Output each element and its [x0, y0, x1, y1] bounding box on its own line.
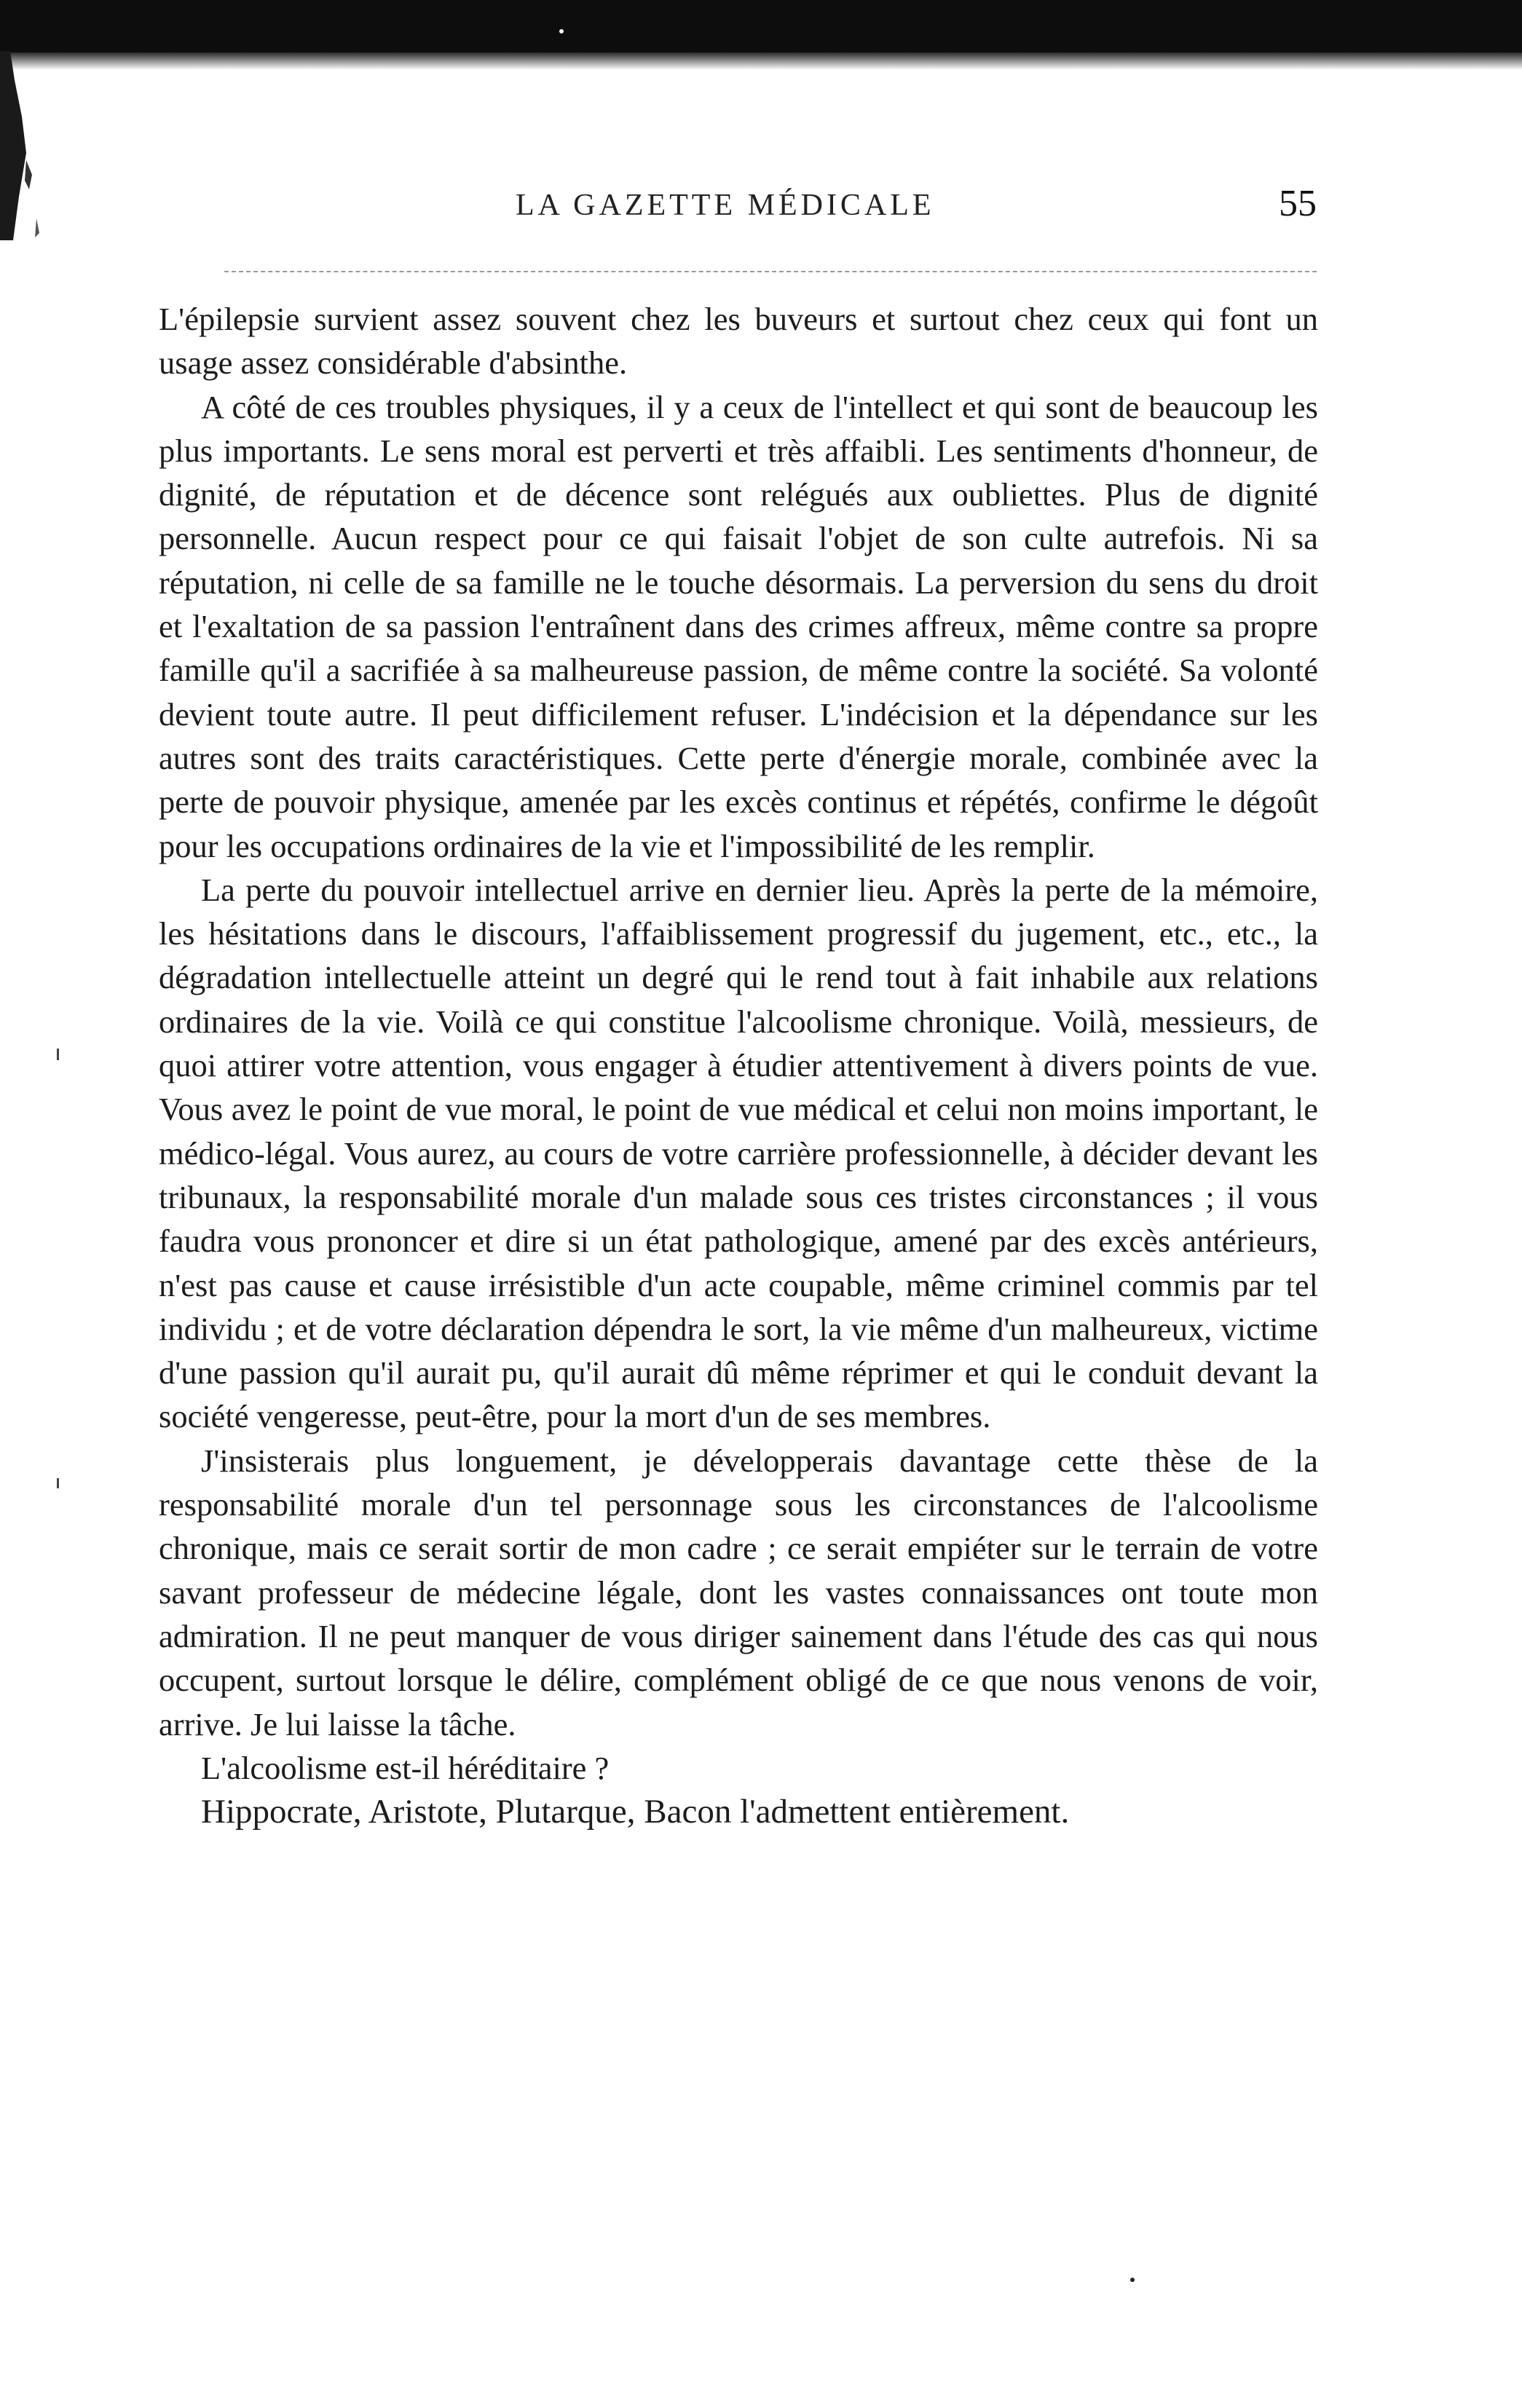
- paragraph: Hippocrate, Aristote, Plutarque, Bacon l'admettent entièrement.: [201, 1793, 1070, 1831]
- paragraph: La perte du pouvoir intellectuel arrive en dernier lieu. Après la perte de la mémoire, les hésitations dans le discours, l'affaiblissement progressif du jugement, etc., etc., la dégradation intellectuelle atteint un degré qui le rend tout à fait inhabile aux relations ordinaires de la vie. Voilà ce qui constitue l'alcoolisme chronique. Voilà, messieurs, de quoi attirer votre attention, vous engager à étudier attentivement à divers points de vue. Vous avez le point de vue moral, le point de vue médical et celui non moins important, le médico-légal. Vous aurez, au cours de votre carrière professionnelle, à décider devant les tribunaux, la responsabilité morale d'un malade sous ces tristes circonstances ; il vous faudra vous prononcer et dire si un état pathologique, amené par des excès antérieurs, n'est pas cause et cause irrésistible d'un acte coupable, même criminel commis par tel individu ; et de votre déclaration dépendra le sort, la vie même d'un malheureux, victime d'une passion qu'il aurait pu, qu'il aurait dû même réprimer et qui le conduit devant la société vengeresse, peut-être, pour la mort d'un de ses membres.: [159, 871, 1318, 1435]
- scan-border-top: [0, 0, 1522, 52]
- page-number: 55: [1279, 183, 1317, 224]
- scan-speck: [559, 29, 564, 33]
- margin-mark: [57, 1478, 59, 1488]
- paragraph: J'insisterais plus longuement, je développerais davantage cette thèse de la responsabilité morale d'un tel personnage sous les circonstances de l'alcoolisme chronique, mais ce serait sortir de mon cadre ; ce serait empiéter sur le terrain de votre savant professeur de médecine légale, dont les vastes connaissances ont toute mon admiration. Il ne peut manquer de vous diriger sainement dans l'étude des cas qui nous occupent, surtout lorsque le délire, complément obligé de ce que nous venons de voir, arrive. Je lui laisse la tâche.: [159, 1442, 1318, 1742]
- header-rule: [224, 271, 1317, 272]
- scan-speck: [1130, 2278, 1135, 2282]
- body-text: [159, 297, 1318, 1833]
- scan-border-shadow: [0, 52, 1522, 70]
- margin-mark: [57, 1049, 59, 1060]
- scan-edge-left: [0, 51, 51, 240]
- paragraph: L'alcoolisme est-il héréditaire ?: [201, 1749, 610, 1786]
- running-title: LA GAZETTE MÉDICALE: [516, 189, 935, 222]
- page-header: [166, 178, 1317, 236]
- paragraph: L'épilepsie survient assez souvent chez les buveurs et surtout chez ceux qui font un usage assez considérable d'absinthe.: [159, 301, 1318, 382]
- paragraph: A côté de ces troubles physiques, il y a ceux de l'intellect et qui sont de beaucoup les plus importants. Le sens moral est perverti et très affaibli. Les sentiments d'honneur, de dignité, de réputation et de décence sont relégués aux oubliettes. Plus de dignité personnelle. Aucun respect pour ce qui faisait l'objet de son culte autrefois. Ni sa réputation, ni celle de sa famille ne le touche désormais. La perversion du sens du droit et l'exaltation de sa passion l'entraînent dans des crimes affreux, même contre sa propre famille qu'il a sacrifiée à sa malheureuse passion, de même contre la société. Sa volonté devient toute autre. Il peut difficilement refuser. L'indécision et la dépendance sur les autres sont des traits caractéristiques. Cette perte d'énergie morale, combinée avec la perte de pouvoir physique, amenée par les excès continus et répétés, confirme le dégoût pour les occupations ordinaires de la vie et l'impossibilité de les remplir.: [159, 388, 1318, 864]
